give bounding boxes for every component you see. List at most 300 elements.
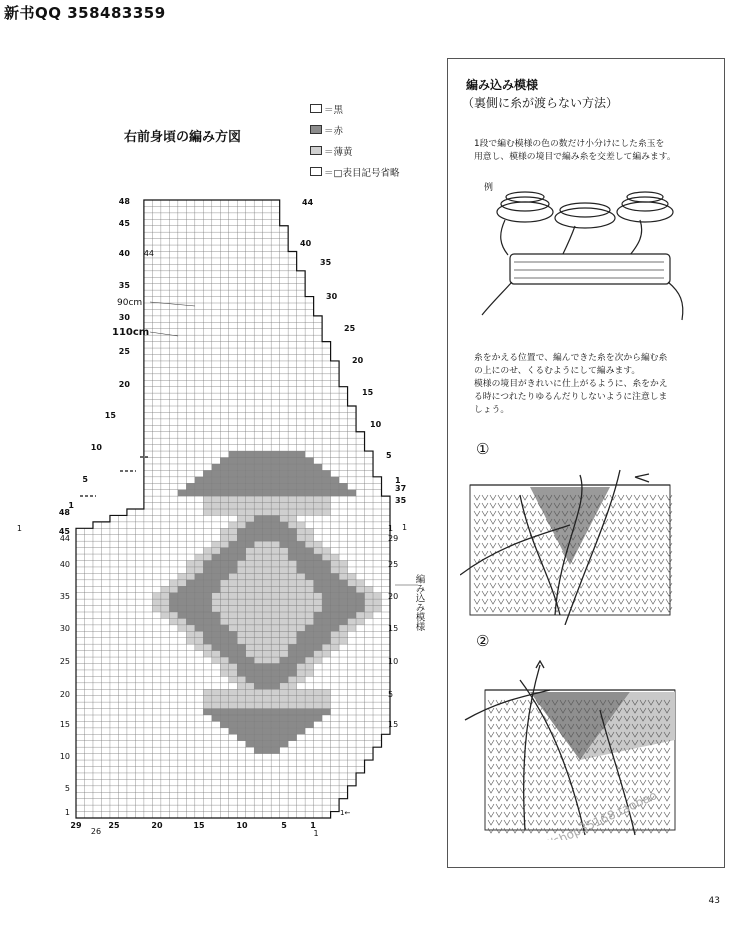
motif-cell bbox=[246, 515, 254, 521]
motif-cell bbox=[229, 599, 237, 605]
motif-cell bbox=[220, 535, 228, 541]
motif-cell bbox=[297, 651, 305, 657]
motif-cell bbox=[263, 586, 271, 592]
motif-cell bbox=[365, 599, 373, 605]
motif-cell bbox=[263, 625, 271, 631]
grid-row bbox=[76, 805, 339, 811]
motif-cell bbox=[152, 593, 160, 599]
motif-cell bbox=[314, 483, 322, 489]
motif-cell bbox=[263, 496, 271, 502]
motif-cell bbox=[212, 573, 220, 579]
motif-cell bbox=[314, 625, 322, 631]
grid-row bbox=[144, 290, 305, 296]
motif-cell bbox=[314, 477, 322, 483]
motif-cell bbox=[314, 638, 322, 644]
motif-cell bbox=[314, 696, 322, 702]
motif-cell bbox=[195, 573, 203, 579]
page-header: 新书QQ 358483359 bbox=[4, 4, 166, 22]
axis-label: 25 bbox=[118, 347, 130, 356]
motif-cell bbox=[220, 612, 228, 618]
motif-cell bbox=[322, 567, 330, 573]
legend-red: ＝赤 bbox=[310, 119, 399, 140]
motif-cell bbox=[322, 490, 330, 496]
motif-cell bbox=[220, 554, 228, 560]
motif-cell bbox=[203, 606, 211, 612]
panel-subtitle: （裏側に糸が渡らない方法） bbox=[462, 96, 619, 110]
motif-cell bbox=[322, 709, 330, 715]
motif-cell bbox=[305, 573, 313, 579]
motif-cell bbox=[348, 580, 356, 586]
motif-cell bbox=[288, 612, 296, 618]
axis-label: 29 bbox=[70, 821, 82, 830]
motif-cell bbox=[322, 586, 330, 592]
motif-cell bbox=[297, 477, 305, 483]
motif-cell bbox=[331, 561, 339, 567]
motif-cell bbox=[237, 728, 245, 734]
motif-cell bbox=[297, 483, 305, 489]
motif-cell bbox=[212, 561, 220, 567]
motif-cell bbox=[288, 490, 296, 496]
motif-cell bbox=[237, 496, 245, 502]
motif-cell bbox=[365, 593, 373, 599]
motif-cell bbox=[271, 477, 279, 483]
axis-label: 44 bbox=[59, 534, 70, 543]
motif-cell bbox=[203, 612, 211, 618]
motif-cell bbox=[297, 644, 305, 650]
motif-cell bbox=[229, 490, 237, 496]
motif-cell bbox=[169, 606, 177, 612]
motif-cell bbox=[246, 561, 254, 567]
motif-cell bbox=[271, 593, 279, 599]
axis-label: 10 bbox=[370, 420, 382, 429]
motif-cell bbox=[339, 612, 347, 618]
motif-cell bbox=[314, 612, 322, 618]
motif-cell bbox=[280, 573, 288, 579]
motif-cell bbox=[254, 676, 262, 682]
motif-cell bbox=[246, 606, 254, 612]
motif-cell bbox=[297, 535, 305, 541]
grid-row bbox=[144, 419, 356, 425]
motif-cell bbox=[271, 689, 279, 695]
motif-cell bbox=[229, 715, 237, 721]
motif-cell bbox=[203, 470, 211, 476]
motif-cell bbox=[237, 638, 245, 644]
motif-cell bbox=[297, 522, 305, 528]
motif-cell bbox=[271, 483, 279, 489]
motif-cell bbox=[237, 657, 245, 663]
motif-cell bbox=[280, 606, 288, 612]
motif-cell bbox=[297, 631, 305, 637]
motif-cell bbox=[348, 490, 356, 496]
axis-label: 15 bbox=[59, 720, 70, 729]
motif-cell bbox=[305, 631, 313, 637]
motif-cell bbox=[271, 721, 279, 727]
motif-cell bbox=[254, 528, 262, 534]
motif-cell bbox=[314, 541, 322, 547]
motif-cell bbox=[212, 625, 220, 631]
motif-cell bbox=[246, 657, 254, 663]
motif-cell bbox=[229, 618, 237, 624]
motif-cell bbox=[297, 586, 305, 592]
motif-cell bbox=[178, 586, 186, 592]
motif-cell bbox=[339, 631, 347, 637]
motif-cell bbox=[246, 477, 254, 483]
motif-cell bbox=[229, 496, 237, 502]
motif-cell bbox=[178, 593, 186, 599]
motif-cell bbox=[314, 715, 322, 721]
motif-cell bbox=[297, 715, 305, 721]
motif-cell bbox=[314, 567, 322, 573]
motif-cell bbox=[280, 477, 288, 483]
motif-cell bbox=[297, 599, 305, 605]
motif-cell bbox=[229, 470, 237, 476]
motif-cell bbox=[254, 606, 262, 612]
panel-paragraph-2: 糸をかえる位置で、編んできた糸を次から編む糸 の上にのせ、くるむようにして編みます。 模様の境目がきれいに仕上がるように、糸をかえ る時につれたりゆるんだりしないように注意しま しょう。 bbox=[474, 353, 668, 415]
axis-label: 35 bbox=[59, 592, 70, 601]
grid-row bbox=[144, 412, 356, 418]
motif-cell bbox=[237, 503, 245, 509]
axis-label: 45 bbox=[58, 527, 70, 536]
motif-cell bbox=[288, 606, 296, 612]
motif-cell bbox=[254, 618, 262, 624]
motif-cell bbox=[280, 741, 288, 747]
motif-cell bbox=[220, 606, 228, 612]
motif-cell bbox=[220, 709, 228, 715]
grid-row bbox=[144, 335, 322, 341]
motif-cell bbox=[195, 638, 203, 644]
motif-cell bbox=[297, 548, 305, 554]
grid-row bbox=[144, 329, 322, 335]
motif-cell bbox=[237, 586, 245, 592]
motif-cell bbox=[271, 651, 279, 657]
motif-cell bbox=[322, 573, 330, 579]
axis-label: 35 bbox=[320, 258, 332, 267]
motif-cell bbox=[169, 612, 177, 618]
grid-row bbox=[76, 754, 373, 760]
motif-cell bbox=[237, 490, 245, 496]
grid-row bbox=[144, 232, 288, 238]
motif-cell bbox=[339, 625, 347, 631]
motif-cell bbox=[314, 496, 322, 502]
motif-cell bbox=[280, 535, 288, 541]
motif-cell bbox=[203, 586, 211, 592]
figure-1-illustration bbox=[460, 465, 700, 625]
motif-cell bbox=[305, 689, 313, 695]
motif-cell bbox=[254, 715, 262, 721]
axis-label: 5 bbox=[281, 821, 287, 830]
motif-cell bbox=[305, 612, 313, 618]
motif-cell bbox=[246, 689, 254, 695]
motif-cell bbox=[280, 721, 288, 727]
motif-cell bbox=[305, 503, 313, 509]
motif-cell bbox=[246, 567, 254, 573]
axis-label: 10 bbox=[236, 821, 248, 830]
motif-cell bbox=[246, 696, 254, 702]
motif-cell bbox=[271, 470, 279, 476]
motif-cell bbox=[220, 689, 228, 695]
motif-cell bbox=[263, 490, 271, 496]
motif-cell bbox=[220, 593, 228, 599]
motif-cell bbox=[305, 599, 313, 605]
motif-cell bbox=[263, 689, 271, 695]
motif-cell bbox=[305, 535, 313, 541]
motif-cell bbox=[229, 561, 237, 567]
motif-cell bbox=[271, 515, 279, 521]
motif-cell bbox=[322, 631, 330, 637]
motif-cell bbox=[280, 483, 288, 489]
motif-cell bbox=[263, 631, 271, 637]
motif-cell bbox=[331, 586, 339, 592]
motif-cell bbox=[152, 599, 160, 605]
motif-cell bbox=[229, 657, 237, 663]
motif-cell bbox=[203, 554, 211, 560]
motif-cell bbox=[254, 580, 262, 586]
motif-cell bbox=[220, 477, 228, 483]
motif-cell bbox=[254, 696, 262, 702]
motif-cell bbox=[220, 644, 228, 650]
motif-cell bbox=[237, 515, 245, 521]
motif-cell bbox=[254, 451, 262, 457]
motif-cell bbox=[356, 580, 364, 586]
motif-cell bbox=[331, 599, 339, 605]
motif-cell bbox=[237, 683, 245, 689]
motif-cell bbox=[186, 618, 194, 624]
motif-cell bbox=[178, 490, 186, 496]
figure-2-illustration bbox=[460, 660, 700, 840]
motif-cell bbox=[203, 702, 211, 708]
legend-black: ＝黒 bbox=[310, 98, 399, 119]
motif-cell bbox=[288, 593, 296, 599]
motif-cell bbox=[297, 606, 305, 612]
motif-cell bbox=[237, 509, 245, 515]
motif-cell bbox=[220, 541, 228, 547]
motif-cell bbox=[186, 612, 194, 618]
motif-cell bbox=[254, 477, 262, 483]
axis-label: 1 bbox=[402, 523, 408, 532]
axis-label: 10 bbox=[90, 443, 102, 452]
motif-cell bbox=[271, 573, 279, 579]
motif-cell bbox=[246, 496, 254, 502]
motif-cell bbox=[297, 625, 305, 631]
axis-label: 1 bbox=[388, 524, 394, 533]
motif-cell bbox=[229, 573, 237, 579]
motif-cell bbox=[246, 464, 254, 470]
motif-cell bbox=[314, 470, 322, 476]
motif-cell bbox=[288, 651, 296, 657]
grid-row bbox=[144, 226, 288, 232]
motif-cell bbox=[263, 522, 271, 528]
motif-cell bbox=[220, 586, 228, 592]
motif-cell bbox=[288, 702, 296, 708]
motif-cell bbox=[229, 728, 237, 734]
motif-cell bbox=[237, 618, 245, 624]
motif-cell bbox=[254, 490, 262, 496]
motif-cell bbox=[220, 702, 228, 708]
motif-cell bbox=[314, 644, 322, 650]
motif-cell bbox=[229, 644, 237, 650]
motif-cell bbox=[161, 612, 169, 618]
motif-cell bbox=[212, 696, 220, 702]
motif-cell bbox=[254, 522, 262, 528]
motif-cell bbox=[288, 715, 296, 721]
motif-cell bbox=[237, 451, 245, 457]
motif-cell bbox=[314, 689, 322, 695]
motif-cell bbox=[271, 638, 279, 644]
motif-cell bbox=[288, 528, 296, 534]
motif-cell bbox=[263, 554, 271, 560]
motif-cell bbox=[288, 676, 296, 682]
motif-cell bbox=[288, 535, 296, 541]
motif-cell bbox=[297, 593, 305, 599]
motif-cell bbox=[271, 696, 279, 702]
motif-cell bbox=[348, 599, 356, 605]
motif-cell bbox=[331, 490, 339, 496]
motif-cell bbox=[229, 612, 237, 618]
motif-cell bbox=[246, 483, 254, 489]
axis-label: 5 bbox=[82, 475, 88, 484]
motif-cell bbox=[314, 606, 322, 612]
motif-cell bbox=[195, 644, 203, 650]
motif-cell bbox=[263, 715, 271, 721]
motif-cell bbox=[203, 548, 211, 554]
motif-cell bbox=[254, 567, 262, 573]
motif-cell bbox=[263, 541, 271, 547]
motif-cell bbox=[305, 625, 313, 631]
grid-row bbox=[144, 367, 339, 373]
motif-cell bbox=[186, 631, 194, 637]
motif-cell bbox=[339, 561, 347, 567]
motif-cell bbox=[220, 490, 228, 496]
motif-cell bbox=[237, 696, 245, 702]
motif-cell bbox=[339, 567, 347, 573]
motif-cell bbox=[229, 586, 237, 592]
motif-cell bbox=[280, 709, 288, 715]
motif-cell bbox=[246, 715, 254, 721]
motif-cell bbox=[212, 593, 220, 599]
motif-cell bbox=[246, 586, 254, 592]
motif-cell bbox=[237, 541, 245, 547]
motif-cell bbox=[288, 458, 296, 464]
motif-cell bbox=[280, 541, 288, 547]
motif-cell bbox=[237, 664, 245, 670]
motif-cell bbox=[288, 496, 296, 502]
motif-cell bbox=[246, 651, 254, 657]
pattern-vertical-label: 編み込み模様 bbox=[413, 574, 425, 631]
motif-cell bbox=[229, 664, 237, 670]
motif-cell bbox=[203, 638, 211, 644]
motif-cell bbox=[246, 580, 254, 586]
motif-cell bbox=[246, 522, 254, 528]
motif-cell bbox=[220, 567, 228, 573]
motif-cell bbox=[237, 599, 245, 605]
motif-cell bbox=[246, 709, 254, 715]
motif-cell bbox=[280, 567, 288, 573]
panel-paragraph-1: 1段で編む模様の色の数だけ小分けにした糸玉を 用意し、模様の境目で編み糸を交差して編みます。 bbox=[474, 139, 676, 162]
motif-cell bbox=[220, 638, 228, 644]
motif-cell bbox=[297, 561, 305, 567]
motif-cell bbox=[305, 561, 313, 567]
motif-cell bbox=[297, 503, 305, 509]
motif-cell bbox=[254, 535, 262, 541]
motif-cell bbox=[271, 464, 279, 470]
motif-cell bbox=[237, 567, 245, 573]
motif-cell bbox=[246, 670, 254, 676]
motif-cell bbox=[314, 464, 322, 470]
motif-cell bbox=[237, 593, 245, 599]
motif-cell bbox=[186, 483, 194, 489]
motif-cell bbox=[365, 612, 373, 618]
motif-cell bbox=[237, 625, 245, 631]
motif-cell bbox=[305, 483, 313, 489]
axis-label: 37 bbox=[395, 484, 407, 493]
motif-cell bbox=[305, 496, 313, 502]
figure-2-label: ② bbox=[476, 632, 490, 650]
motif-cell bbox=[271, 728, 279, 734]
motif-cell bbox=[280, 496, 288, 502]
motif-cell bbox=[263, 747, 271, 753]
motif-cell bbox=[237, 548, 245, 554]
motif-cell bbox=[322, 689, 330, 695]
axis-label: 90cm bbox=[117, 298, 143, 308]
motif-cell bbox=[331, 644, 339, 650]
motif-cell bbox=[322, 496, 330, 502]
axis-label: 30 bbox=[59, 624, 70, 633]
motif-cell bbox=[220, 696, 228, 702]
motif-cell bbox=[305, 651, 313, 657]
motif-cell bbox=[288, 683, 296, 689]
motif-cell bbox=[263, 599, 271, 605]
motif-cell bbox=[271, 631, 279, 637]
motif-cell bbox=[237, 464, 245, 470]
motif-cell bbox=[297, 664, 305, 670]
motif-cell bbox=[254, 458, 262, 464]
motif-cell bbox=[212, 567, 220, 573]
motif-cell bbox=[178, 612, 186, 618]
motif-cell bbox=[203, 631, 211, 637]
motif-cell bbox=[305, 696, 313, 702]
motif-cell bbox=[186, 606, 194, 612]
motif-cell bbox=[288, 580, 296, 586]
motif-cell bbox=[305, 606, 313, 612]
motif-cell bbox=[203, 561, 211, 567]
motif-cell bbox=[246, 612, 254, 618]
motif-cell bbox=[288, 470, 296, 476]
motif-cell bbox=[203, 509, 211, 515]
legend-pale-yellow: ＝薄黄 bbox=[310, 140, 399, 161]
motif-cell bbox=[229, 477, 237, 483]
motif-cell bbox=[212, 631, 220, 637]
motif-cell bbox=[203, 477, 211, 483]
motif-cell bbox=[220, 618, 228, 624]
motif-cell bbox=[288, 522, 296, 528]
motif-cell bbox=[212, 477, 220, 483]
motif-cell bbox=[288, 573, 296, 579]
figure-1-label: ① bbox=[476, 440, 490, 458]
motif-cell bbox=[212, 618, 220, 624]
motif-cell bbox=[305, 470, 313, 476]
motif-cell bbox=[314, 573, 322, 579]
motif-cell bbox=[288, 561, 296, 567]
motif-cell bbox=[254, 644, 262, 650]
motif-cell bbox=[237, 676, 245, 682]
motif-cell bbox=[263, 573, 271, 579]
axis-label: 5 bbox=[64, 784, 70, 793]
motif-cell bbox=[220, 470, 228, 476]
grid-row bbox=[76, 773, 356, 779]
motif-cell bbox=[195, 593, 203, 599]
motif-cell bbox=[195, 490, 203, 496]
motif-cell bbox=[229, 593, 237, 599]
